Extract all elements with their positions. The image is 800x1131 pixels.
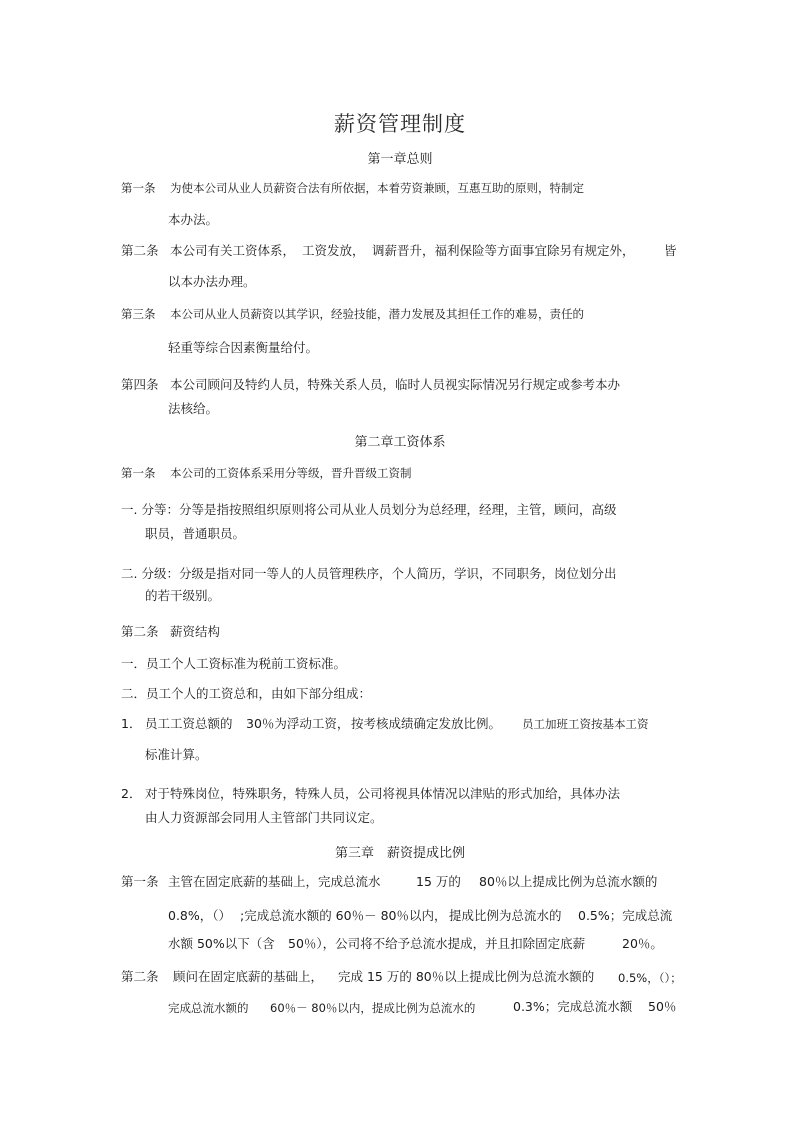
- numbered-item-1-line-2: 标准计算。: [145, 747, 208, 762]
- article-2-label: 第二条: [121, 243, 159, 258]
- ch2-article-1-label: 第一条: [121, 466, 156, 480]
- ch3-article-2-line-2c: 0.3%；完成总流水额: [513, 999, 633, 1014]
- article-2-part-2: 工资发放，: [302, 243, 365, 258]
- numbered-item-1-part-1: 员工工资总额的: [145, 716, 233, 731]
- numbered-item-2-line-1: 对于特殊岗位，特殊职务，特殊人员，公司将视具体情况以津贴的形式加给，具体办法: [145, 786, 621, 801]
- grading-item-line-2: 职员，普通职员。: [145, 526, 246, 541]
- ch2-article-1-text: 本公司的工资体系采用分等级，晋升晋级工资制: [170, 466, 412, 480]
- article-1-label: 第一条: [121, 181, 156, 195]
- numbered-item-1-part-2: 30％为浮动工资，: [246, 716, 350, 731]
- ch3-article-1-line-3c: 20％。: [622, 936, 663, 951]
- article-1-line-2: 本办法。: [168, 212, 219, 227]
- ch3-article-2-label: 第二条: [121, 969, 159, 984]
- article-3-line-1: 本公司从业人员薪资以其学识，经验技能，潜力发展及其担任工作的难易，责任的: [170, 307, 584, 321]
- ch3-article-2-part-1: 顾问在固定底薪的基础上，: [173, 969, 324, 984]
- numbered-item-2-num: 2．: [121, 786, 142, 801]
- numbered-item-1-part-4: 员工加班工资按基本工资: [522, 717, 649, 731]
- level-item-line-1: 二. 分级：分级是指对同一等人的人员管理秩序，个人简历，学识，不同职务，岗位划分出: [121, 566, 617, 581]
- ch2-article-2-text: 薪资结构: [170, 624, 221, 639]
- numbered-item-2-line-2: 由人力资源部会同用人主管部门共同议定。: [145, 810, 383, 825]
- ch3-article-2-part-2: 完成 15 万的 80％以上提成比例为总流水额的: [338, 969, 595, 984]
- article-3-label: 第三条: [121, 307, 156, 321]
- ch3-article-1-line-2d: 0.5%；完成总流: [578, 908, 673, 923]
- article-4-line-1: 本公司顾问及特约人员，特殊关系人员，临时人员视实际情况另行规定或参考本办: [170, 377, 621, 392]
- level-item-line-2: 的若干级别。: [145, 588, 221, 603]
- numbered-item-1-part-3: 按考核成绩确定发放比例。: [351, 716, 502, 731]
- ch3-article-1-line-2c: 提成比例为总流水的: [449, 908, 562, 923]
- ch3-article-1-line-2a: 0.8%，（）: [168, 908, 232, 923]
- salary-standard-item: 一．员工个人工资标准为税前工资标准。: [121, 656, 347, 671]
- ch2-article-2-label: 第二条: [121, 624, 159, 639]
- ch3-article-2-line-2b: 60％－ 80％以内，提成比例为总流水的: [270, 1001, 476, 1015]
- ch3-article-1-line-3b: 50％），公司将不给予总流水提成，并且扣除固定底薪: [288, 936, 586, 951]
- document-title: 薪资管理制度: [334, 112, 466, 136]
- ch3-article-1-label: 第一条: [121, 874, 159, 889]
- chapter-3-heading: 第三章 薪资提成比例: [334, 846, 465, 861]
- chapter-2-heading: 第二章工资体系: [354, 435, 446, 450]
- ch3-article-2-line-2a: 完成总流水额的: [168, 1001, 249, 1015]
- article-4-label: 第四条: [121, 377, 159, 392]
- numbered-item-1-num: 1．: [121, 716, 142, 731]
- article-1-line-1: 为使本公司从业人员薪资合法有所依据，本着劳资兼顾，互惠互助的原则，特制定: [170, 181, 584, 195]
- salary-composition-item: 二．员工个人的工资总和，由如下部分组成：: [121, 686, 372, 701]
- ch3-article-1-part-3: 80％以上提成比例为总流水额的: [479, 874, 658, 889]
- grading-item-line-1: 一. 分等：分等是指按照组织原则将公司从业人员划分为总经理，经理，主管，顾问，高级: [121, 502, 617, 517]
- article-2-part-3: 调薪晋升，福利保险等方面事宜除另有规定外，: [372, 243, 635, 258]
- ch3-article-1-line-3a: 水额 50%以下（含: [168, 936, 275, 951]
- ch3-article-1-part-1: 主管在固定底薪的基础上，完成总流水: [168, 874, 381, 889]
- chapter-1-heading: 第一章总则: [367, 152, 433, 167]
- article-2-part-1: 本公司有关工资体系，: [170, 243, 296, 258]
- ch3-article-1-part-2: 15 万的: [416, 874, 461, 889]
- article-3-line-2: 轻重等综合因素衡量给付。: [168, 340, 319, 355]
- ch3-article-2-line-2d: 50％: [648, 999, 677, 1014]
- article-2-line-2: 以本办法办理。: [168, 274, 256, 289]
- ch3-article-1-line-2b: ;完成总流水额的 60％－ 80％以内，: [240, 908, 447, 923]
- article-2-part-4: 皆: [664, 243, 677, 258]
- ch3-article-2-part-3: 0.5%，（）；: [618, 971, 682, 985]
- article-4-line-2: 法核给。: [168, 401, 219, 416]
